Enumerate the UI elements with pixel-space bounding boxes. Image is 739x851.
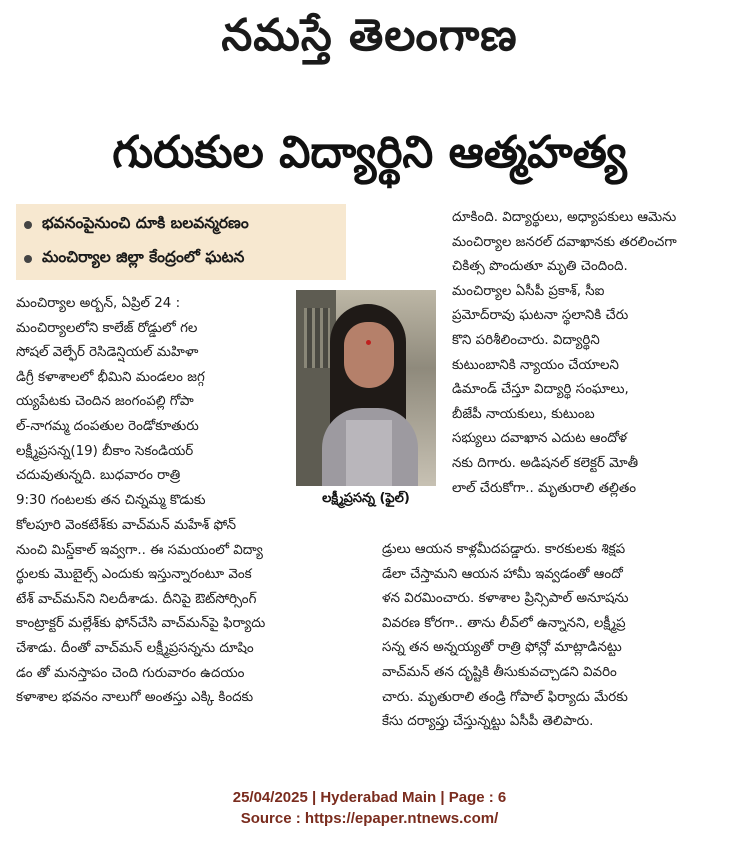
- highlight-text: మంచిర్యాల జిల్లా కేంద్రంలో ఘటన: [42, 248, 245, 266]
- article-text-line: మంచిర్యాల జనరల్ దవాఖానకు తరలించగా: [452, 234, 677, 250]
- article-text-line: నకు దిగారు. అడిషనల్ కలెక్టర్ మోతీ: [452, 455, 639, 471]
- article-text-line: చికిత్స పొందుతూ మృతి చెందింది.: [452, 259, 628, 275]
- article-text-line: ప్రమోద్‌రావు ఘటనా స్థలానికి చేరు: [452, 308, 629, 324]
- article-column-left-top: [16, 292, 292, 513]
- article-text-line: ర్థులకు మొబైల్స్ ఎందుకు ఇస్తున్నారంటూ వెంక: [16, 567, 252, 583]
- article-text-line: బీజేపీ నాయకులు, కుటుంబ: [452, 406, 595, 422]
- footer-source: Source : https://epaper.ntnews.com/: [240, 810, 499, 827]
- article-text-line: య్యపేటకు చెందిన జంగంపల్లి గోపా: [16, 394, 194, 410]
- article-text-line: మంచిర్యాలలోని కాలేజ్ రోడ్డులో గల: [16, 320, 198, 336]
- article-text-line: డిగ్రీ కళాశాలలో భీమిని మండలం జగ్గ: [16, 369, 205, 385]
- article-text-line: నుంచి మిస్డ్‌కాల్ ఇవ్వగా.. ఈ సమయంలో విద్యా: [16, 542, 263, 558]
- article-text-line: టేశ్ వాచ్‌మన్‌ని నిలదీశాడు. దీనిపై ఔట్‌సోర్సింగ్: [16, 591, 257, 607]
- article-text-line: కుటుంబానికి న్యాయం చేయాలని: [452, 357, 619, 373]
- article-text-line: వాచ్‌మన్ తన దృష్టికి తీసుకువచ్చాడని వివరిం: [382, 664, 617, 680]
- article-text-line: 9:30 గంటలకు తన చిన్నమ్మ కొడుకు: [16, 492, 206, 508]
- photo-caption: లక్ష్మీప్రసన్న (ఫైల్): [322, 491, 410, 506]
- article-text-line: సోషల్ వెల్ఫేర్ రెసిడెన్షియల్ మహిళా: [16, 345, 199, 361]
- article-text-line: చదువుతున్నది. బుధవారం రాత్రి: [16, 468, 181, 484]
- bullet-dot-icon: [24, 221, 32, 229]
- article-text-line: ళన విరమించారు. కళాశాల ప్రిన్సిపాల్ అనూషను: [382, 591, 629, 607]
- article-headline: గురుకుల విద్యార్థిని ఆత్మహత్య: [112, 127, 627, 178]
- bullet-dot-icon: [24, 255, 32, 263]
- article-text-line: మంచిర్యాల ఏసీపీ ప్రకాశ్, సీఐ: [452, 283, 605, 299]
- article-column-right-top: [452, 206, 724, 501]
- highlight-text: భవనంపైనుంచి దూకి బలవన్మరణం: [42, 214, 249, 232]
- article-text-line: లాల్ చేరుకోగా.. మృతురాలి తల్లితం: [452, 480, 637, 496]
- article-text-line: ల్-నాగమ్మ దంపతుల రెండోకూతురు: [16, 418, 199, 434]
- photo-figure: [296, 290, 436, 522]
- article-text-line: లక్ష్మీప్రసన్న(19) బీకాం సెకండియర్: [16, 443, 194, 459]
- highlights-box: [16, 204, 346, 280]
- highlight-item: [24, 242, 338, 276]
- article-text-line: కోలపూరి వెంకటేశ్‌కు వాచ్‌మన్ మహేశ్ ఫోన్: [16, 518, 237, 533]
- article-text-line: దూకింది. విద్యార్థులు, అధ్యాపకులు ఆమెను: [452, 210, 677, 225]
- footer-dateline: 25/04/2025 | Hyderabad Main | Page : 6: [232, 789, 507, 806]
- article-column-left-bottom: [16, 514, 368, 711]
- article-text-line: వివరణ కోరగా.. తాను లీవ్‌లో ఉన్నానని, లక్ష్మీప్ర: [382, 615, 626, 631]
- article-text-line: సన్న తన అన్నయ్యతో రాత్రి ఫోన్లో మాట్లాడినట్టు: [382, 640, 622, 656]
- masthead-logo: నమస్తే తెలంగాణ: [221, 10, 518, 61]
- article-text-line: మంచిర్యాల అర్బన్, ఏప్రిల్ 24 :: [16, 296, 181, 311]
- article-text-line: కొని పరిశీలించారు. విద్యార్థిని: [452, 332, 600, 348]
- article-text-line: సభ్యులు దవాఖాన ఎదుట ఆందోళ: [452, 431, 628, 447]
- article-column-right-bottom: [382, 538, 724, 735]
- article-text-line: డిమాండ్ చేస్తూ విద్యార్థి సంఘాలు,: [452, 382, 629, 398]
- student-photo: [296, 290, 436, 486]
- article-text-line: డ్రులు ఆయన కాళ్లమీదపడ్డారు. కారకులకు శిక్షప: [382, 542, 626, 557]
- article-text-line: డం తో మనస్తాపం చెంది గురువారం ఉదయం: [16, 665, 245, 681]
- article-text-line: డేలా చేస్తామని ఆయన హామీ ఇవ్వడంతో ఆందో: [382, 566, 623, 582]
- article-text-line: చేశాడు. దీంతో వాచ్‌మన్ లక్ష్మీప్రసన్నను దూషిం: [16, 640, 254, 656]
- article-text-line: కాంట్రాక్టర్ మల్లేశ్‌కు ఫోన్‌చేసి వాచ్‌మన్‌పై ఫిర్యాదు: [16, 616, 266, 632]
- article-text-line: చారు. మృతురాలి తండ్రి గోపాల్ ఫిర్యాదు మేరకు: [382, 689, 628, 705]
- highlight-item: [24, 208, 338, 242]
- article-text-line: కేసు దర్యాప్తు చేస్తున్నట్టు ఏసీపీ తెలిపారు.: [382, 714, 594, 730]
- article-text-line: కళాశాల భవనం నాలుగో అంతస్తు ఎక్కి కిందకు: [16, 690, 254, 706]
